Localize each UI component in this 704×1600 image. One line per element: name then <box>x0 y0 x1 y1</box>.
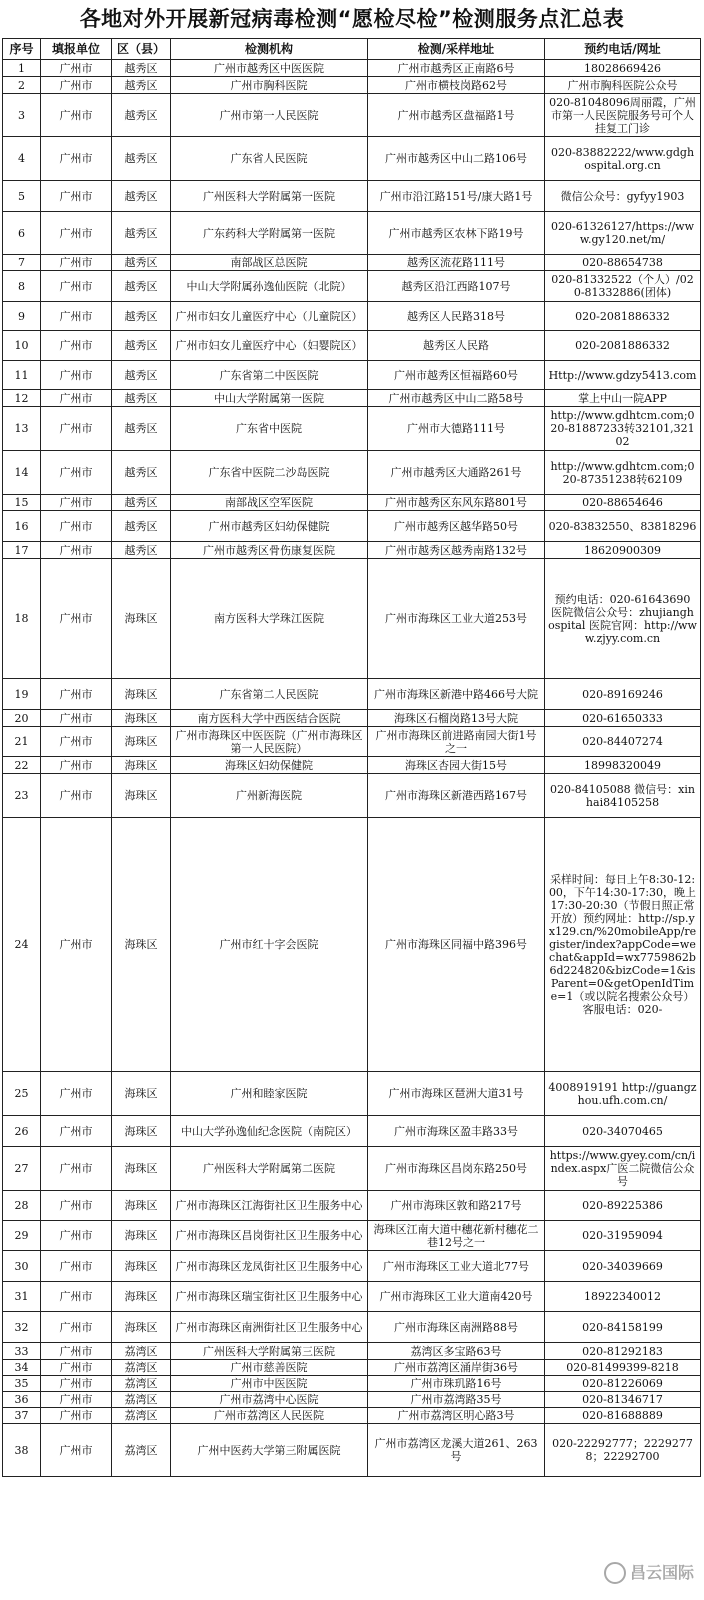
table-row <box>3 774 701 818</box>
cell-district: 海珠区 <box>112 818 171 1072</box>
cell-address: 广州市海珠区新港中路466号大院 <box>368 679 545 710</box>
cell-address: 荔湾区多宝路63号 <box>368 1343 545 1360</box>
cell-address: 海珠区石榴岗路13号大院 <box>368 710 545 727</box>
cell-district: 荔湾区 <box>112 1424 171 1477</box>
cell-address: 广州市越秀区中山二路106号 <box>368 137 545 181</box>
table-row <box>3 1343 701 1360</box>
cell-address: 广州市沿江路151号/康大路1号 <box>368 181 545 212</box>
cell-contact: 18922340012 <box>545 1282 701 1312</box>
cell-no: 14 <box>3 451 41 495</box>
cell-no: 9 <box>3 302 41 331</box>
cell-district: 越秀区 <box>112 255 171 271</box>
cell-address: 广州市海珠区盈丰路33号 <box>368 1116 545 1147</box>
table-row <box>3 255 701 271</box>
cell-unit: 广州市 <box>41 331 112 361</box>
cell-unit: 广州市 <box>41 271 112 302</box>
cell-district: 越秀区 <box>112 407 171 451</box>
table-row <box>3 1251 701 1282</box>
cell-no: 6 <box>3 212 41 255</box>
cell-address: 广州市海珠区敦和路217号 <box>368 1191 545 1221</box>
cell-no: 18 <box>3 559 41 679</box>
table-row <box>3 94 701 137</box>
cell-district: 海珠区 <box>112 559 171 679</box>
cell-unit: 广州市 <box>41 559 112 679</box>
header-district: 区（县） <box>112 39 171 60</box>
cell-unit: 广州市 <box>41 181 112 212</box>
cell-contact: Http://www.gdzy5413.com <box>545 361 701 390</box>
cell-institution: 广州市海珠区江海街社区卫生服务中心 <box>171 1191 368 1221</box>
table-row <box>3 1116 701 1147</box>
table-row <box>3 137 701 181</box>
cell-no: 8 <box>3 271 41 302</box>
chat-bubble-icon <box>604 1562 626 1584</box>
cell-address: 广州市越秀区盘福路1号 <box>368 94 545 137</box>
cell-institution: 广州中医药大学第三附属医院 <box>171 1424 368 1477</box>
cell-no: 28 <box>3 1191 41 1221</box>
cell-district: 越秀区 <box>112 495 171 511</box>
cell-address: 广州市横枝岗路62号 <box>368 77 545 94</box>
cell-address: 广州市越秀区越华路50号 <box>368 511 545 542</box>
cell-no: 33 <box>3 1343 41 1360</box>
header-institution: 检测机构 <box>171 39 368 60</box>
cell-unit: 广州市 <box>41 818 112 1072</box>
cell-institution: 广东省人民医院 <box>171 137 368 181</box>
cell-contact: 18998320049 <box>545 757 701 774</box>
cell-institution: 广州市越秀区骨伤康复医院 <box>171 542 368 559</box>
table-row <box>3 451 701 495</box>
cell-institution: 广州新海医院 <box>171 774 368 818</box>
header-contact: 预约电话/网址 <box>545 39 701 60</box>
cell-contact: 微信公众号：gyfyy1903 <box>545 181 701 212</box>
cell-contact: http://www.gdhtcm.com;020-87351238转62109 <box>545 451 701 495</box>
table-row <box>3 1312 701 1343</box>
cell-no: 19 <box>3 679 41 710</box>
cell-contact: 020-84158199 <box>545 1312 701 1343</box>
table-body <box>3 60 701 1477</box>
cell-address: 海珠区杏园大街15号 <box>368 757 545 774</box>
cell-contact: https://www.gyey.com/cn/index.aspx广医二院微信公众号 <box>545 1147 701 1191</box>
cell-no: 20 <box>3 710 41 727</box>
cell-no: 2 <box>3 77 41 94</box>
cell-no: 11 <box>3 361 41 390</box>
cell-district: 海珠区 <box>112 1147 171 1191</box>
cell-address: 广州市海珠区新港西路167号 <box>368 774 545 818</box>
cell-district: 越秀区 <box>112 390 171 407</box>
cell-contact: 020-81292183 <box>545 1343 701 1360</box>
cell-institution: 广州市海珠区昌岗街社区卫生服务中心 <box>171 1221 368 1251</box>
cell-institution: 广州市越秀区中医医院 <box>171 60 368 77</box>
cell-unit: 广州市 <box>41 361 112 390</box>
cell-no: 12 <box>3 390 41 407</box>
table-row <box>3 818 701 1072</box>
cell-institution: 南方医科大学中西医结合医院 <box>171 710 368 727</box>
cell-address: 广州市海珠区工业大道北77号 <box>368 1251 545 1282</box>
cell-contact: 020-22292777；22292778；22292700 <box>545 1424 701 1477</box>
cell-institution: 南方医科大学珠江医院 <box>171 559 368 679</box>
cell-address: 广州市越秀区恒福路60号 <box>368 361 545 390</box>
cell-district: 越秀区 <box>112 542 171 559</box>
cell-institution: 广州市海珠区中医医院（广州市海珠区第一人民医院） <box>171 727 368 757</box>
cell-address: 越秀区人民路 <box>368 331 545 361</box>
cell-address: 海珠区江南大道中穗花新村穗花二巷12号之一 <box>368 1221 545 1251</box>
table-row <box>3 710 701 727</box>
cell-unit: 广州市 <box>41 77 112 94</box>
cell-address: 越秀区人民路318号 <box>368 302 545 331</box>
cell-institution: 广东省第二人民医院 <box>171 679 368 710</box>
cell-contact: 020-89225386 <box>545 1191 701 1221</box>
cell-address: 广州市荔湾区涌岸街36号 <box>368 1360 545 1376</box>
cell-district: 越秀区 <box>112 212 171 255</box>
table-row <box>3 727 701 757</box>
cell-district: 海珠区 <box>112 774 171 818</box>
cell-contact: 020-89169246 <box>545 679 701 710</box>
cell-no: 23 <box>3 774 41 818</box>
cell-unit: 广州市 <box>41 1312 112 1343</box>
cell-contact: 020-34039669 <box>545 1251 701 1282</box>
cell-contact: 020-81688889 <box>545 1408 701 1424</box>
cell-address: 广州市海珠区工业大道南420号 <box>368 1282 545 1312</box>
cell-no: 1 <box>3 60 41 77</box>
cell-district: 海珠区 <box>112 710 171 727</box>
cell-district: 荔湾区 <box>112 1360 171 1376</box>
cell-contact: 020-81226069 <box>545 1376 701 1392</box>
cell-district: 越秀区 <box>112 137 171 181</box>
cell-address: 广州市海珠区昌岗东路250号 <box>368 1147 545 1191</box>
cell-contact: 020-81048096周丽霞，广州市第一人民医院服务号可个人挂复工门诊 <box>545 94 701 137</box>
cell-no: 27 <box>3 1147 41 1191</box>
table-row <box>3 302 701 331</box>
cell-unit: 广州市 <box>41 1408 112 1424</box>
cell-district: 荔湾区 <box>112 1376 171 1392</box>
cell-contact: 020-81332522（个人）/020-81332886(团体) <box>545 271 701 302</box>
cell-contact: 020-61326127/https://www.gy120.net/m/ <box>545 212 701 255</box>
cell-no: 35 <box>3 1376 41 1392</box>
table-row <box>3 1360 701 1376</box>
cell-contact: http://www.gdhtcm.com;020-81887233转32101,32102 <box>545 407 701 451</box>
table-row <box>3 361 701 390</box>
cell-address: 广州市越秀区中山二路58号 <box>368 390 545 407</box>
cell-district: 越秀区 <box>112 271 171 302</box>
cell-contact: 预约电话：020-61643690 医院微信公众号：zhujianghospital 医院官网：http://www.zjyy.com.cn <box>545 559 701 679</box>
cell-unit: 广州市 <box>41 1221 112 1251</box>
table-row <box>3 1282 701 1312</box>
table-row <box>3 1408 701 1424</box>
cell-unit: 广州市 <box>41 1116 112 1147</box>
cell-institution: 广州市海珠区瑞宝街社区卫生服务中心 <box>171 1282 368 1312</box>
cell-address: 广州市海珠区琶洲大道31号 <box>368 1072 545 1116</box>
cell-unit: 广州市 <box>41 1251 112 1282</box>
cell-institution: 广州市妇女儿童医疗中心（妇婴院区） <box>171 331 368 361</box>
cell-unit: 广州市 <box>41 1282 112 1312</box>
cell-unit: 广州市 <box>41 679 112 710</box>
cell-no: 37 <box>3 1408 41 1424</box>
cell-contact: 020-61650333 <box>545 710 701 727</box>
table-row <box>3 181 701 212</box>
cell-district: 海珠区 <box>112 1072 171 1116</box>
cell-institution: 广州市红十字会医院 <box>171 818 368 1072</box>
cell-contact: 020-2081886332 <box>545 302 701 331</box>
cell-contact: 4008919191 http://guangzhou.ufh.com.cn/ <box>545 1072 701 1116</box>
cell-district: 越秀区 <box>112 60 171 77</box>
table-row <box>3 1424 701 1477</box>
cell-no: 25 <box>3 1072 41 1116</box>
cell-district: 越秀区 <box>112 302 171 331</box>
cell-institution: 广东省中医院 <box>171 407 368 451</box>
cell-district: 海珠区 <box>112 1282 171 1312</box>
cell-contact: 020-81499399-8218 <box>545 1360 701 1376</box>
testing-sites-table <box>2 38 701 1477</box>
cell-unit: 广州市 <box>41 1376 112 1392</box>
cell-unit: 广州市 <box>41 1191 112 1221</box>
cell-district: 越秀区 <box>112 94 171 137</box>
cell-contact: 020-84105088 微信号：xinhai84105258 <box>545 774 701 818</box>
table-row <box>3 559 701 679</box>
cell-no: 38 <box>3 1424 41 1477</box>
cell-no: 31 <box>3 1282 41 1312</box>
cell-address: 越秀区流花路111号 <box>368 255 545 271</box>
cell-institution: 广州市荔湾区人民医院 <box>171 1408 368 1424</box>
cell-unit: 广州市 <box>41 542 112 559</box>
cell-institution: 广州医科大学附属第二医院 <box>171 1147 368 1191</box>
cell-district: 海珠区 <box>112 1312 171 1343</box>
cell-no: 21 <box>3 727 41 757</box>
cell-contact: 18620900309 <box>545 542 701 559</box>
cell-address: 广州市珠玑路16号 <box>368 1376 545 1392</box>
cell-institution: 广州市胸科医院 <box>171 77 368 94</box>
cell-unit: 广州市 <box>41 1360 112 1376</box>
table-row <box>3 271 701 302</box>
cell-unit: 广州市 <box>41 451 112 495</box>
cell-institution: 广州医科大学附属第一医院 <box>171 181 368 212</box>
cell-institution: 广东省中医院二沙岛医院 <box>171 451 368 495</box>
cell-institution: 海珠区妇幼保健院 <box>171 757 368 774</box>
cell-unit: 广州市 <box>41 390 112 407</box>
cell-district: 海珠区 <box>112 679 171 710</box>
cell-unit: 广州市 <box>41 757 112 774</box>
cell-district: 荔湾区 <box>112 1343 171 1360</box>
cell-address: 广州市荔湾路35号 <box>368 1392 545 1408</box>
cell-contact: 020-84407274 <box>545 727 701 757</box>
cell-contact: 广州市胸科医院公众号 <box>545 77 701 94</box>
cell-no: 3 <box>3 94 41 137</box>
cell-address: 广州市越秀区越秀南路132号 <box>368 542 545 559</box>
cell-contact: 020-31959094 <box>545 1221 701 1251</box>
cell-contact: 020-81346717 <box>545 1392 701 1408</box>
table-row <box>3 390 701 407</box>
cell-unit: 广州市 <box>41 727 112 757</box>
cell-district: 越秀区 <box>112 181 171 212</box>
cell-district: 海珠区 <box>112 757 171 774</box>
cell-institution: 广州市荔湾中心医院 <box>171 1392 368 1408</box>
table-row <box>3 495 701 511</box>
cell-unit: 广州市 <box>41 495 112 511</box>
table-row <box>3 77 701 94</box>
cell-unit: 广州市 <box>41 302 112 331</box>
cell-institution: 广东省第二中医医院 <box>171 361 368 390</box>
cell-address: 广州市荔湾区龙溪大道261、263号 <box>368 1424 545 1477</box>
cell-address: 广州市越秀区大通路261号 <box>368 451 545 495</box>
cell-no: 24 <box>3 818 41 1072</box>
cell-unit: 广州市 <box>41 1392 112 1408</box>
table-row <box>3 1072 701 1116</box>
cell-institution: 广州市妇女儿童医疗中心（儿童院区） <box>171 302 368 331</box>
cell-no: 10 <box>3 331 41 361</box>
cell-no: 36 <box>3 1392 41 1408</box>
cell-unit: 广州市 <box>41 774 112 818</box>
cell-no: 17 <box>3 542 41 559</box>
table-row <box>3 331 701 361</box>
table-row <box>3 757 701 774</box>
cell-unit: 广州市 <box>41 1147 112 1191</box>
cell-institution: 中山大学孙逸仙纪念医院（南院区） <box>171 1116 368 1147</box>
cell-district: 海珠区 <box>112 1116 171 1147</box>
header-address: 检测/采样地址 <box>368 39 545 60</box>
cell-unit: 广州市 <box>41 137 112 181</box>
cell-contact: 020-34070465 <box>545 1116 701 1147</box>
cell-address: 广州市海珠区工业大道253号 <box>368 559 545 679</box>
cell-address: 广州市越秀区正南路6号 <box>368 60 545 77</box>
cell-address: 广州市越秀区东风东路801号 <box>368 495 545 511</box>
cell-contact: 020-2081886332 <box>545 331 701 361</box>
cell-institution: 广州市海珠区南洲街社区卫生服务中心 <box>171 1312 368 1343</box>
cell-address: 广州市海珠区同福中路396号 <box>368 818 545 1072</box>
cell-institution: 广州市第一人民医院 <box>171 94 368 137</box>
cell-unit: 广州市 <box>41 60 112 77</box>
table-row <box>3 1392 701 1408</box>
cell-district: 越秀区 <box>112 361 171 390</box>
cell-institution: 广州和睦家医院 <box>171 1072 368 1116</box>
cell-no: 4 <box>3 137 41 181</box>
cell-district: 越秀区 <box>112 331 171 361</box>
cell-institution: 广州市海珠区龙凤街社区卫生服务中心 <box>171 1251 368 1282</box>
cell-contact: 020-88654738 <box>545 255 701 271</box>
cell-unit: 广州市 <box>41 511 112 542</box>
cell-institution: 南部战区空军医院 <box>171 495 368 511</box>
table-header-row <box>3 39 701 60</box>
cell-institution: 广东药科大学附属第一医院 <box>171 212 368 255</box>
table-row <box>3 60 701 77</box>
cell-institution: 南部战区总医院 <box>171 255 368 271</box>
cell-district: 海珠区 <box>112 1191 171 1221</box>
cell-district: 海珠区 <box>112 1221 171 1251</box>
cell-no: 5 <box>3 181 41 212</box>
cell-address: 广州市海珠区南洲路88号 <box>368 1312 545 1343</box>
cell-contact: 020-83882222/www.gdghospital.org.cn <box>545 137 701 181</box>
page-title: 各地对外开展新冠病毒检测“愿检尽检”检测服务点汇总表 <box>79 7 625 31</box>
cell-no: 30 <box>3 1251 41 1282</box>
cell-no: 34 <box>3 1360 41 1376</box>
cell-unit: 广州市 <box>41 710 112 727</box>
cell-unit: 广州市 <box>41 1072 112 1116</box>
cell-no: 16 <box>3 511 41 542</box>
cell-no: 32 <box>3 1312 41 1343</box>
table-row <box>3 1221 701 1251</box>
cell-institution: 中山大学附属孙逸仙医院（北院） <box>171 271 368 302</box>
watermark <box>604 1560 694 1585</box>
cell-unit: 广州市 <box>41 255 112 271</box>
cell-no: 22 <box>3 757 41 774</box>
watermark-text: 昌云国际 <box>629 1562 694 1582</box>
cell-contact: 18028669426 <box>545 60 701 77</box>
cell-address: 越秀区沿江西路107号 <box>368 271 545 302</box>
cell-district: 越秀区 <box>112 451 171 495</box>
header-unit: 填报单位 <box>41 39 112 60</box>
cell-institution: 广州市越秀区妇幼保健院 <box>171 511 368 542</box>
cell-institution: 广州医科大学附属第三医院 <box>171 1343 368 1360</box>
cell-district: 海珠区 <box>112 1251 171 1282</box>
cell-unit: 广州市 <box>41 1343 112 1360</box>
cell-unit: 广州市 <box>41 407 112 451</box>
cell-no: 26 <box>3 1116 41 1147</box>
cell-institution: 广州市中医医院 <box>171 1376 368 1392</box>
cell-no: 29 <box>3 1221 41 1251</box>
cell-institution: 中山大学附属第一医院 <box>171 390 368 407</box>
cell-no: 7 <box>3 255 41 271</box>
header-no: 序号 <box>3 39 41 60</box>
cell-address: 广州市大德路111号 <box>368 407 545 451</box>
cell-district: 越秀区 <box>112 77 171 94</box>
table-row <box>3 1376 701 1392</box>
table-row <box>3 511 701 542</box>
cell-address: 广州市荔湾区明心路3号 <box>368 1408 545 1424</box>
cell-no: 15 <box>3 495 41 511</box>
cell-district: 越秀区 <box>112 511 171 542</box>
cell-unit: 广州市 <box>41 212 112 255</box>
cell-contact: 020-88654646 <box>545 495 701 511</box>
cell-no: 13 <box>3 407 41 451</box>
table-row <box>3 1147 701 1191</box>
table-row <box>3 407 701 451</box>
cell-unit: 广州市 <box>41 94 112 137</box>
cell-address: 广州市海珠区前进路南园大街1号之一 <box>368 727 545 757</box>
cell-contact: 掌上中山一院APP <box>545 390 701 407</box>
cell-address: 广州市越秀区农林下路19号 <box>368 212 545 255</box>
cell-district: 荔湾区 <box>112 1392 171 1408</box>
cell-institution: 广州市慈善医院 <box>171 1360 368 1376</box>
table-row <box>3 1191 701 1221</box>
cell-contact: 020-83832550、83818296 <box>545 511 701 542</box>
table-row <box>3 542 701 559</box>
cell-contact: 采样时间：每日上午8:30-12:00，下午14:30-17:30，晚上17:30-20:30（节假日照正常开放）预约网址：http://sp.yx129.cn/%20mobileApp/register/index?appCode=wechat&appId=wx7759862b6d224820&bizCode=1&isParent=0&getOpenIdTime=1（或以院名搜索公众号）客服电话：020- <box>545 818 701 1072</box>
table-row <box>3 212 701 255</box>
cell-district: 海珠区 <box>112 727 171 757</box>
table-row <box>3 679 701 710</box>
cell-unit: 广州市 <box>41 1424 112 1477</box>
cell-district: 荔湾区 <box>112 1408 171 1424</box>
